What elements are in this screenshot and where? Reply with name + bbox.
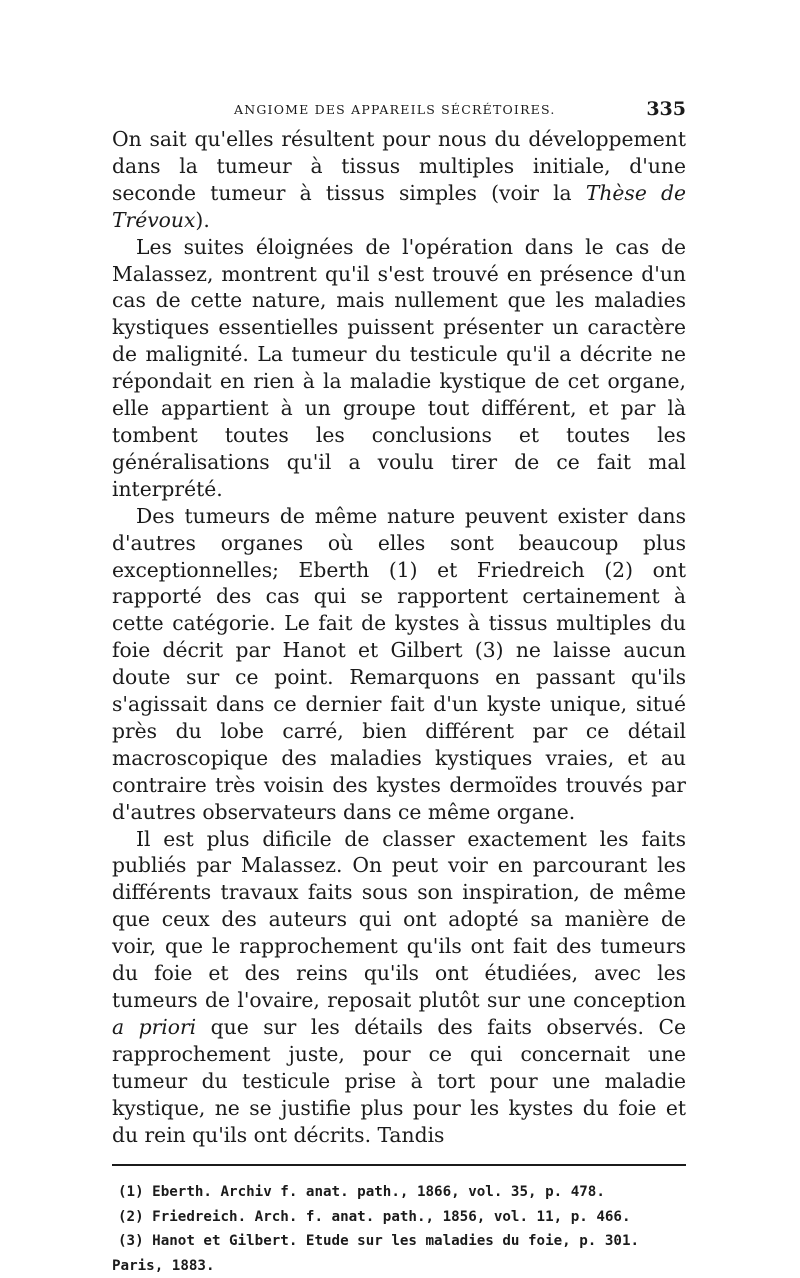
page-number: 335 bbox=[646, 98, 686, 120]
page-header bbox=[112, 96, 686, 126]
paragraph-2: Les suites éloignées de l'opération dans le cas de Malassez, montrent qu'il s'est trouvé en présence d'un cas de cette nature, mais nullement que les maladies kystiques essentielles puissent présenter un caractère de malignité. La tumeur du testicule qu'il a décrite ne répondait en rien à la maladie kystique de cet organe, elle appartient à un groupe tout différent, et par là tombent toutes les conclusions et toutes les généralisations qu'il a voulu tirer de ce fait mal interprété. bbox=[112, 234, 686, 501]
paragraph-4-text-a: Il est plus dificile de classer exactement les faits publiés par Malassez. On peut voir en parcourant les différents travaux faits sous son inspiration, de même que ceux des auteurs qui ont adopté sa manière de voir, que le rapprochement qu'ils ont fait des tumeurs du foie et des reins qu'ils ont étudiées, avec les tumeurs de l'ovaire, reposait plutôt sur une conception bbox=[112, 826, 686, 1012]
paragraph-1-text-b: ). bbox=[195, 207, 210, 232]
paragraph-1-text-a: On sait qu'elles résultent pour nous du développement dans la tumeur à tissus multiples initiale, d'une seconde tumeur à tissus simples (voir la bbox=[112, 127, 686, 205]
paragraph-1 bbox=[112, 126, 686, 234]
footnotes bbox=[112, 1180, 686, 1278]
book-page bbox=[112, 96, 686, 1278]
footnote-3: (3) Hanot et Gilbert. Etude sur les maladies du foie, p. 301. Paris, 1883. bbox=[112, 1233, 640, 1274]
paragraph-1-italic: Thèse de Trévoux bbox=[112, 180, 687, 232]
paragraph-4-italic: a priori bbox=[112, 1014, 197, 1039]
paragraph-4-text-b: que sur les détails des faits observés. Ce rapprochement juste, pour ce qui concernait une tumeur du testicule prise à tort pour une maladie kystique, ne se justifie plus pour les kystes du foie et du rein qu'ils ont décrits. Tandis bbox=[112, 1014, 686, 1147]
body-text bbox=[112, 126, 686, 1148]
running-title: ANGIOME DES APPAREILS SÉCRÉTOIRES. bbox=[234, 102, 556, 117]
footnote-2: (2) Friedreich. Arch. f. anat. path., 1856, vol. 11, p. 466. bbox=[118, 1208, 631, 1225]
footnote-1: (1) Eberth. Archiv f. anat. path., 1866, vol. 35, p. 478. bbox=[118, 1184, 605, 1201]
paragraph-3: Des tumeurs de même nature peuvent exister dans d'autres organes où elles sont beaucoup plus exceptionnelles; Eberth (1) et Friedreich (2) ont rapporté des cas qui se rapportent certainement à cette catégorie. Le fait de kystes à tissus multiples du foie décrit par Hanot et Gilbert (3) ne laisse aucun doute sur ce point. Remarquons en passant qu'ils s'agissait dans ce dernier fait d'un kyste unique, situé près du lobe carré, bien différent par ce détail macroscopique des maladies kystiques vraies, et au contraire très voisin des kystes dermoïdes trouvés par d'autres observateurs dans ce même organe. bbox=[112, 503, 686, 824]
paragraph-4 bbox=[112, 826, 686, 1149]
footnote-divider bbox=[112, 1164, 686, 1166]
